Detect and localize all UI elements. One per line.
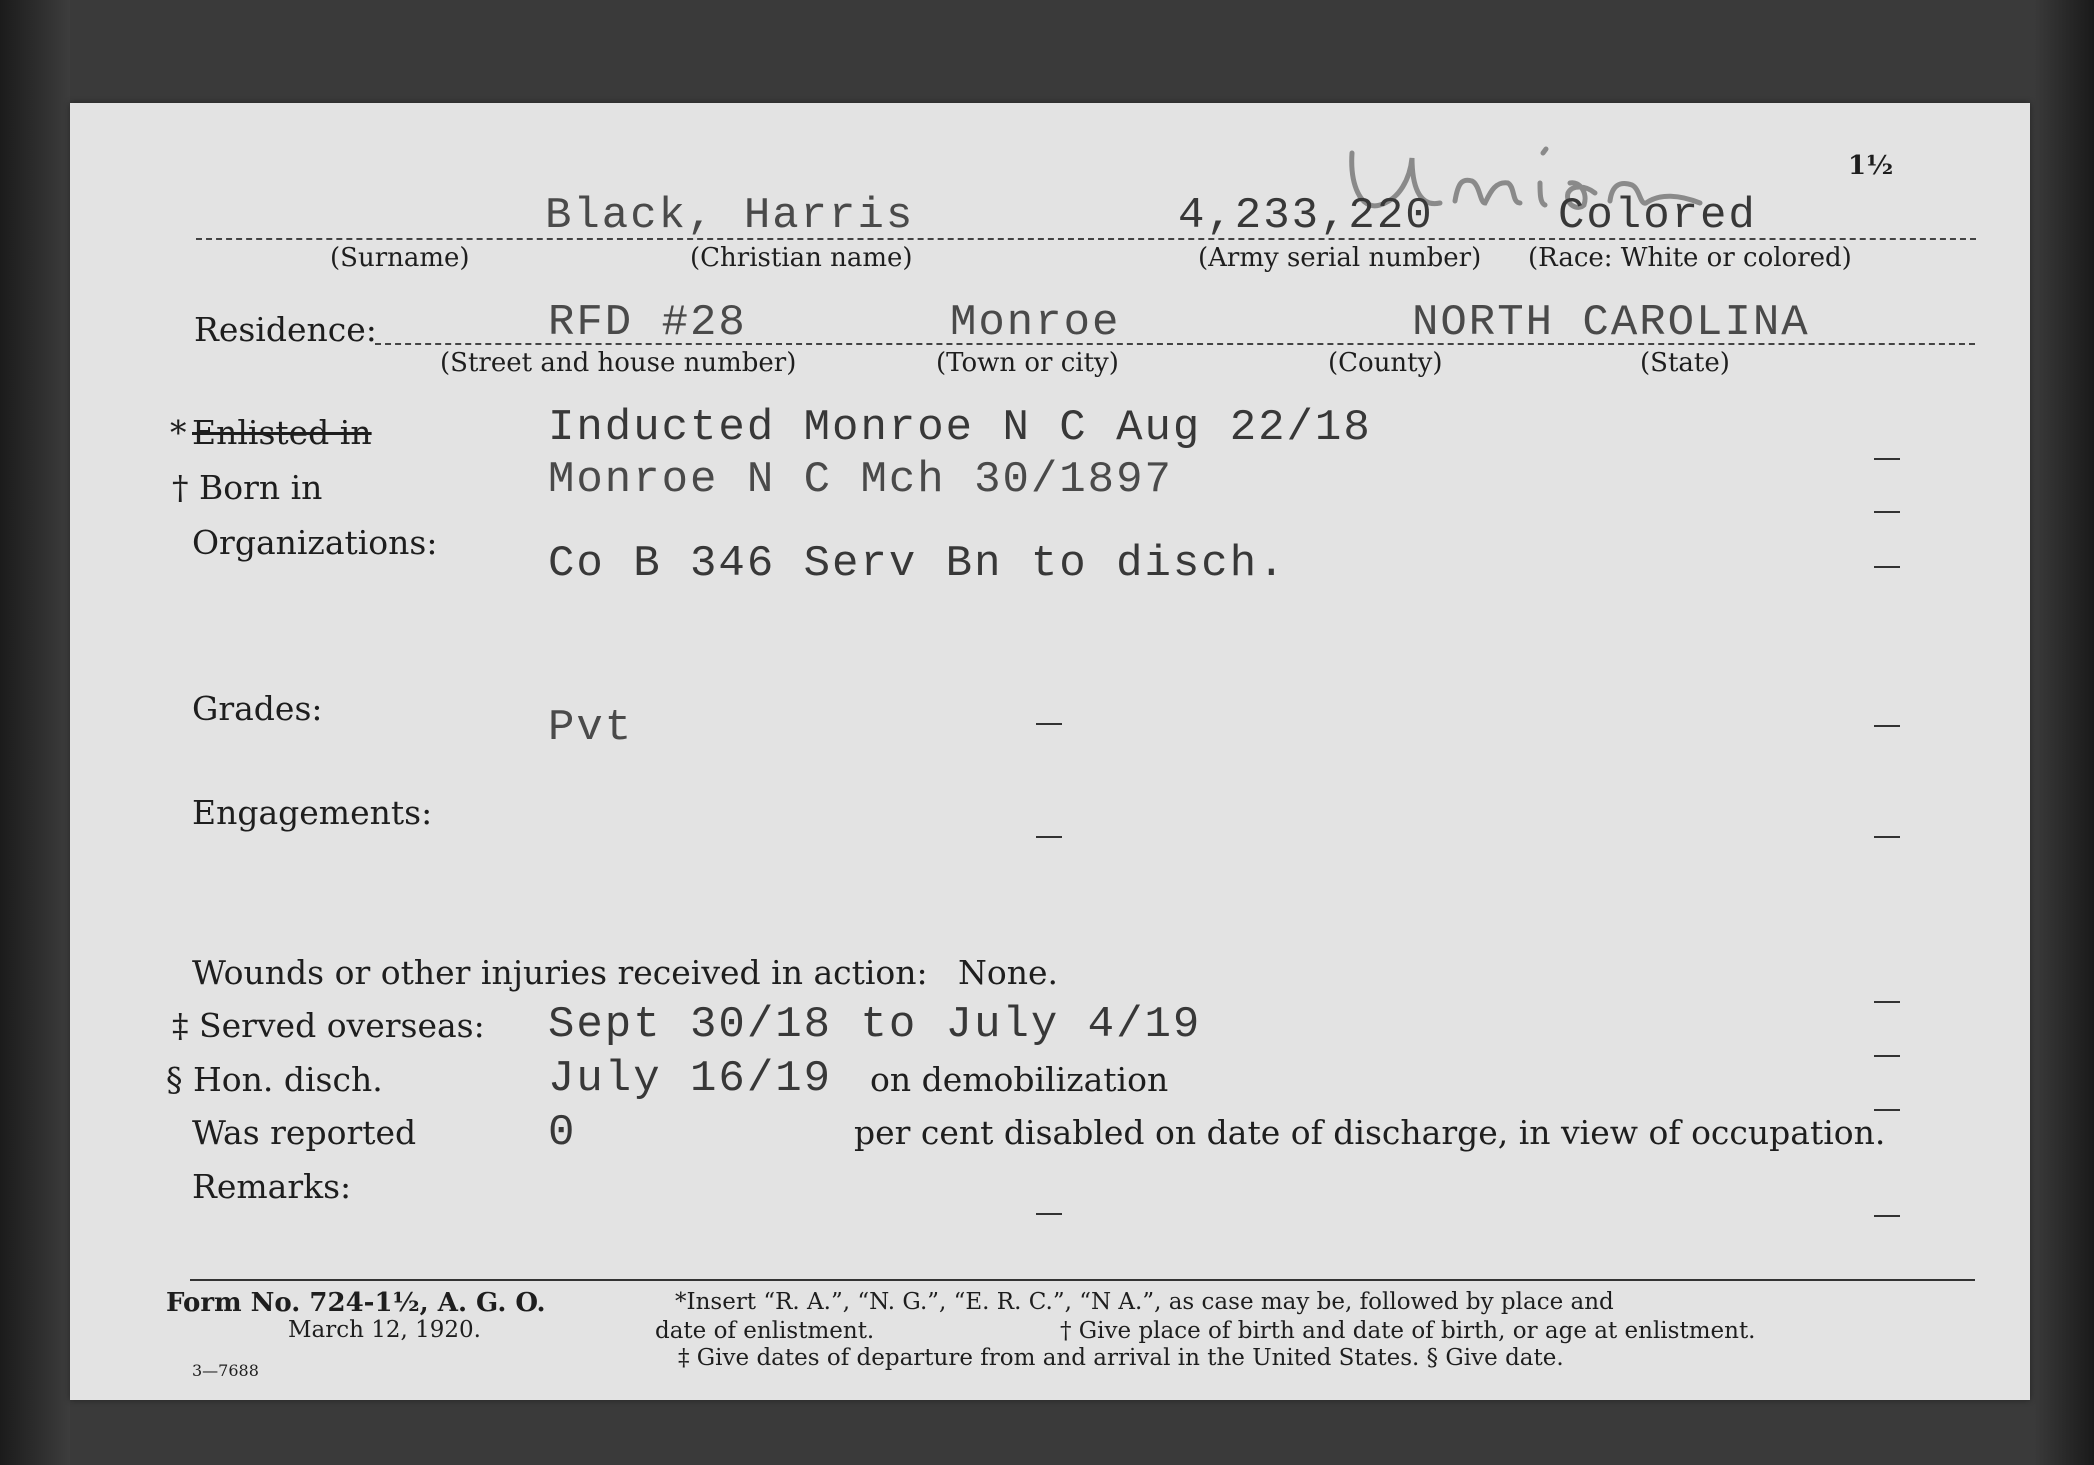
town-label: (Town or city) xyxy=(936,348,1119,378)
surname-label: (Surname) xyxy=(330,243,470,273)
engagements-mid-dash xyxy=(1036,836,1062,838)
remarks-mid-dash xyxy=(1036,1213,1062,1215)
form-date: March 12, 1920. xyxy=(288,1317,481,1343)
street-value: RFD #28 xyxy=(548,298,747,348)
engagements-label: Engagements: xyxy=(192,793,433,832)
was-reported-label: Was reported xyxy=(192,1113,417,1152)
surname-value: Black, Harris xyxy=(545,191,915,241)
state-value: NORTH CAROLINA xyxy=(1412,298,1810,348)
served-overseas-dash xyxy=(1874,1055,1900,1057)
town-value: Monroe xyxy=(950,298,1121,348)
christian-name-label: (Christian name) xyxy=(690,243,913,273)
hon-disch-value: July 16/19 xyxy=(548,1054,833,1104)
hon-disch-dash xyxy=(1874,1109,1900,1111)
grades-dash xyxy=(1874,725,1900,727)
grades-value: Pvt xyxy=(548,703,634,753)
wounds-dash xyxy=(1874,1001,1900,1003)
served-overseas-label: ‡ Served overseas: xyxy=(172,1006,485,1045)
footnote-line-2b: † Give place of birth and date of birth, or age at enlistment. xyxy=(1060,1318,1756,1344)
on-demobilization-text: on demobilization xyxy=(870,1060,1169,1099)
footnote-line-1: *Insert “R. A.”, “N. G.”, “E. R. C.”, “N A.”, as case may be, followed by place and xyxy=(675,1289,1614,1315)
form-number: Form No. 724-1½, A. G. O. xyxy=(166,1288,546,1318)
served-overseas-value: Sept 30/18 to July 4/19 xyxy=(548,1000,1202,1050)
footer-rule xyxy=(190,1279,1975,1281)
county-label: (County) xyxy=(1328,348,1443,378)
serial-number-value: 4,233,220 xyxy=(1178,191,1434,241)
enlisted-value: Inducted Monroe N C Aug 22/18 xyxy=(548,403,1372,453)
grades-mid-dash xyxy=(1036,723,1062,725)
organizations-value: Co B 346 Serv Bn to disch. xyxy=(548,539,1287,589)
remarks-dash xyxy=(1874,1215,1900,1217)
organizations-label: Organizations: xyxy=(192,523,438,562)
disability-percent-value: 0 xyxy=(548,1108,577,1158)
street-label: (Street and house number) xyxy=(440,348,797,378)
wounds-label: Wounds or other injuries received in action: xyxy=(192,953,928,992)
organizations-dash xyxy=(1874,566,1900,568)
scan-right-edge xyxy=(2034,0,2094,1465)
per-cent-disabled-text: per cent disabled on date of discharge, in view of occupation. xyxy=(854,1113,1886,1152)
scan-left-edge xyxy=(0,0,70,1465)
enlisted-dash xyxy=(1874,458,1900,460)
hon-disch-label: § Hon. disch. xyxy=(166,1060,383,1099)
wounds-value: None. xyxy=(958,953,1059,992)
form-fraction: 1½ xyxy=(1848,151,1894,181)
enlisted-mark: * xyxy=(170,413,187,452)
race-value: Colored xyxy=(1558,191,1757,241)
residence-label: Residence: xyxy=(194,310,377,349)
born-label: † Born in xyxy=(172,468,323,507)
print-code: 3—7688 xyxy=(192,1361,259,1380)
enlisted-label: Enlisted in xyxy=(192,413,372,452)
grades-label: Grades: xyxy=(192,689,323,728)
serial-label: (Army serial number) xyxy=(1198,243,1482,273)
state-label: (State) xyxy=(1640,348,1730,378)
engagements-dash xyxy=(1874,836,1900,838)
remarks-label: Remarks: xyxy=(192,1167,352,1206)
footnote-line-2a: date of enlistment. xyxy=(655,1318,875,1344)
footnote-line-3: ‡ Give dates of departure from and arrival in the United States. § Give date. xyxy=(678,1345,1564,1371)
service-record-card xyxy=(70,103,2030,1400)
born-dash xyxy=(1874,511,1900,513)
race-label: (Race: White or colored) xyxy=(1528,243,1852,273)
born-value: Monroe N C Mch 30/1897 xyxy=(548,455,1173,505)
